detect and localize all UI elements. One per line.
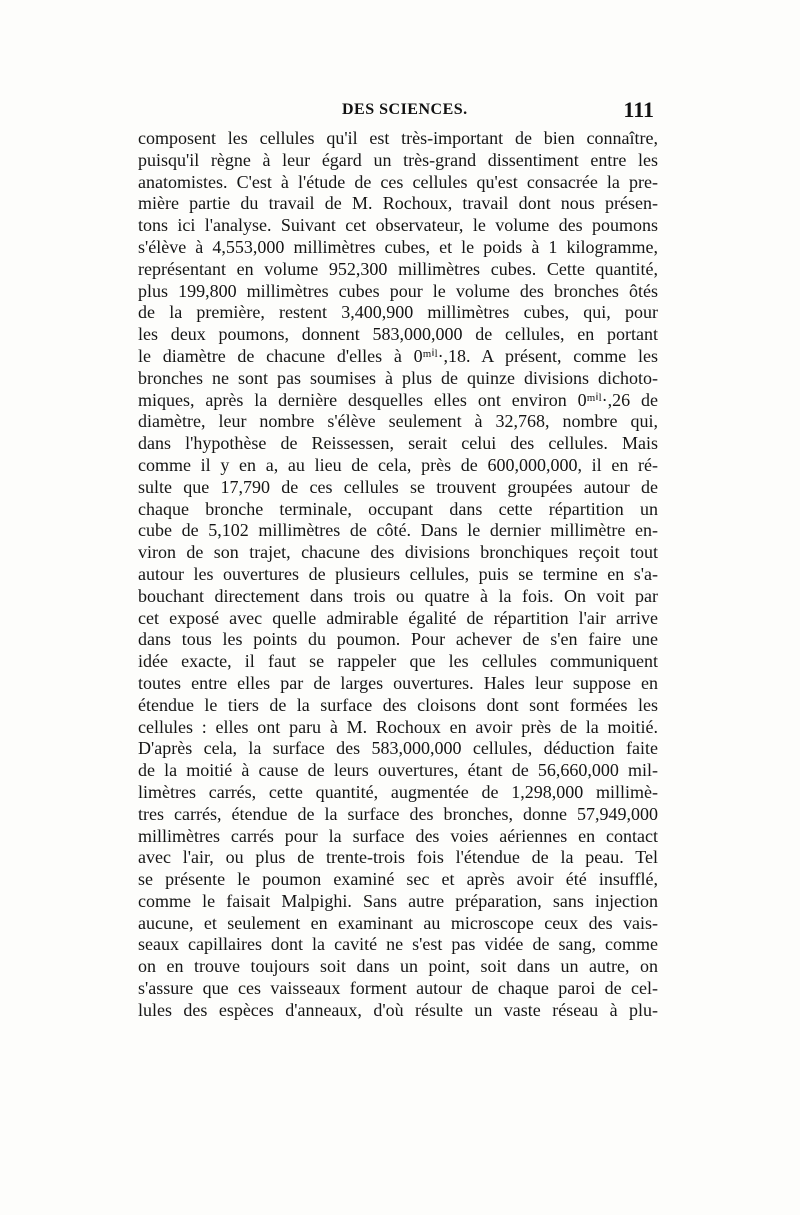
text-line: on en trouve toujours soit dans un point, soit dans un autre, on xyxy=(138,956,658,977)
text-line: composent les cellules qu'il est très-important de bien connaître, xyxy=(138,128,658,148)
text-line: millimètres carrés pour la surface des voies aériennes en contact xyxy=(138,825,658,846)
text-line: étendue le tiers de la surface des cloisons dont sont formées les xyxy=(138,694,658,715)
text-line: lules des espèces d'anneaux, d'où résulte un vaste réseau à plu- xyxy=(138,999,658,1020)
text-line: cube de 5,102 millimètres de côté. Dans le dernier millimètre en- xyxy=(138,520,658,541)
text-line: s'assure que ces vaisseaux forment autour de chaque paroi de cel- xyxy=(138,978,658,999)
text-line: mière partie du travail de M. Rochoux, travail dont nous présen- xyxy=(138,193,658,214)
text-line: seaux capillaires dont la cavité ne s'est pas vidée de sang, comme xyxy=(138,934,658,955)
text-line: aucune, et seulement en examinant au microscope ceux des vais- xyxy=(138,912,658,933)
text-line: comme il y en a, au lieu de cela, près de 600,000,000, il en ré- xyxy=(138,454,658,475)
text-line: bronches ne sont pas soumises à plus de quinze divisions dichoto- xyxy=(138,367,658,388)
text-line: toutes entre elles par de larges ouvertures. Hales leur suppose en xyxy=(138,672,658,693)
text-line: cellules : elles ont paru à M. Rochoux en avoir près de la moitié. xyxy=(138,716,658,737)
text-line: représentant en volume 952,300 millimètres cubes. Cette quantité, xyxy=(138,258,658,279)
text-line: dans tous les points du poumon. Pour achever de s'en faire une xyxy=(138,629,658,650)
page-number: 111 xyxy=(623,97,654,122)
text-line: anatomistes. C'est à l'étude de ces cellules qu'est consacrée la pre- xyxy=(138,171,658,192)
text-line: puisqu'il règne à leur égard un très-grand dissentiment entre les xyxy=(138,149,658,170)
text-line: de la moitié à cause de leurs ouvertures, étant de 56,660,000 mil- xyxy=(138,760,658,781)
text-line: se présente le poumon examiné sec et après avoir été insufflé, xyxy=(138,869,658,890)
text-line: comme le faisait Malpighi. Sans autre préparation, sans injection xyxy=(138,890,658,911)
text-line: le diamètre de chacune d'elles à 0ᵐⁱˡ·,18. A présent, comme les xyxy=(138,345,658,366)
text-line: dans l'hypothèse de Reissessen, serait celui des cellules. Mais xyxy=(138,433,658,454)
text-line: tres carrés, étendue de la surface des bronches, donne 57,949,000 xyxy=(138,803,658,824)
text-line: viron de son trajet, chacune des divisions bronchiques reçoit tout xyxy=(138,542,658,563)
text-line: plus 199,800 millimètres cubes pour le volume des bronches ôtés xyxy=(138,280,658,301)
text-line: miques, après la dernière desquelles elles ont environ 0ᵐⁱˡ·,26 de xyxy=(138,389,658,410)
text-line: diamètre, leur nombre s'élève seulement à 32,768, nombre qui, xyxy=(138,411,658,432)
text-line: cet exposé avec quelle admirable égalité de répartition l'air arrive xyxy=(138,607,658,628)
text-line: les deux poumons, donnent 583,000,000 de cellules, en portant xyxy=(138,324,658,345)
text-line: autour les ouvertures de plusieurs cellules, puis se termine en s'a- xyxy=(138,563,658,584)
text-line: bouchant directement dans trois ou quatre à la fois. On voit par xyxy=(138,585,658,606)
page-header xyxy=(138,99,658,127)
text-line: sulte que 17,790 de ces cellules se trouvent groupées autour de xyxy=(138,476,658,497)
text-line: avec l'air, ou plus de trente-trois fois l'étendue de la peau. Tel xyxy=(138,847,658,868)
text-line: chaque bronche terminale, occupant dans cette répartition un xyxy=(138,498,658,519)
running-title: DES SCIENCES. xyxy=(342,101,468,118)
text-line: s'élève à 4,553,000 millimètres cubes, et le poids à 1 kilogramme, xyxy=(138,236,658,257)
text-line: limètres carrés, cette quantité, augmentée de 1,298,000 millimè- xyxy=(138,781,658,802)
text-line: de la première, restent 3,400,900 millimètres cubes, qui, pour xyxy=(138,302,658,323)
text-line: D'après cela, la surface des 583,000,000 cellules, déduction faite xyxy=(138,738,658,759)
text-line: tons ici l'analyse. Suivant cet observateur, le volume des poumons xyxy=(138,215,658,236)
body-paragraph xyxy=(138,128,658,1022)
text-line: idée exacte, il faut se rappeler que les cellules communiquent xyxy=(138,651,658,672)
